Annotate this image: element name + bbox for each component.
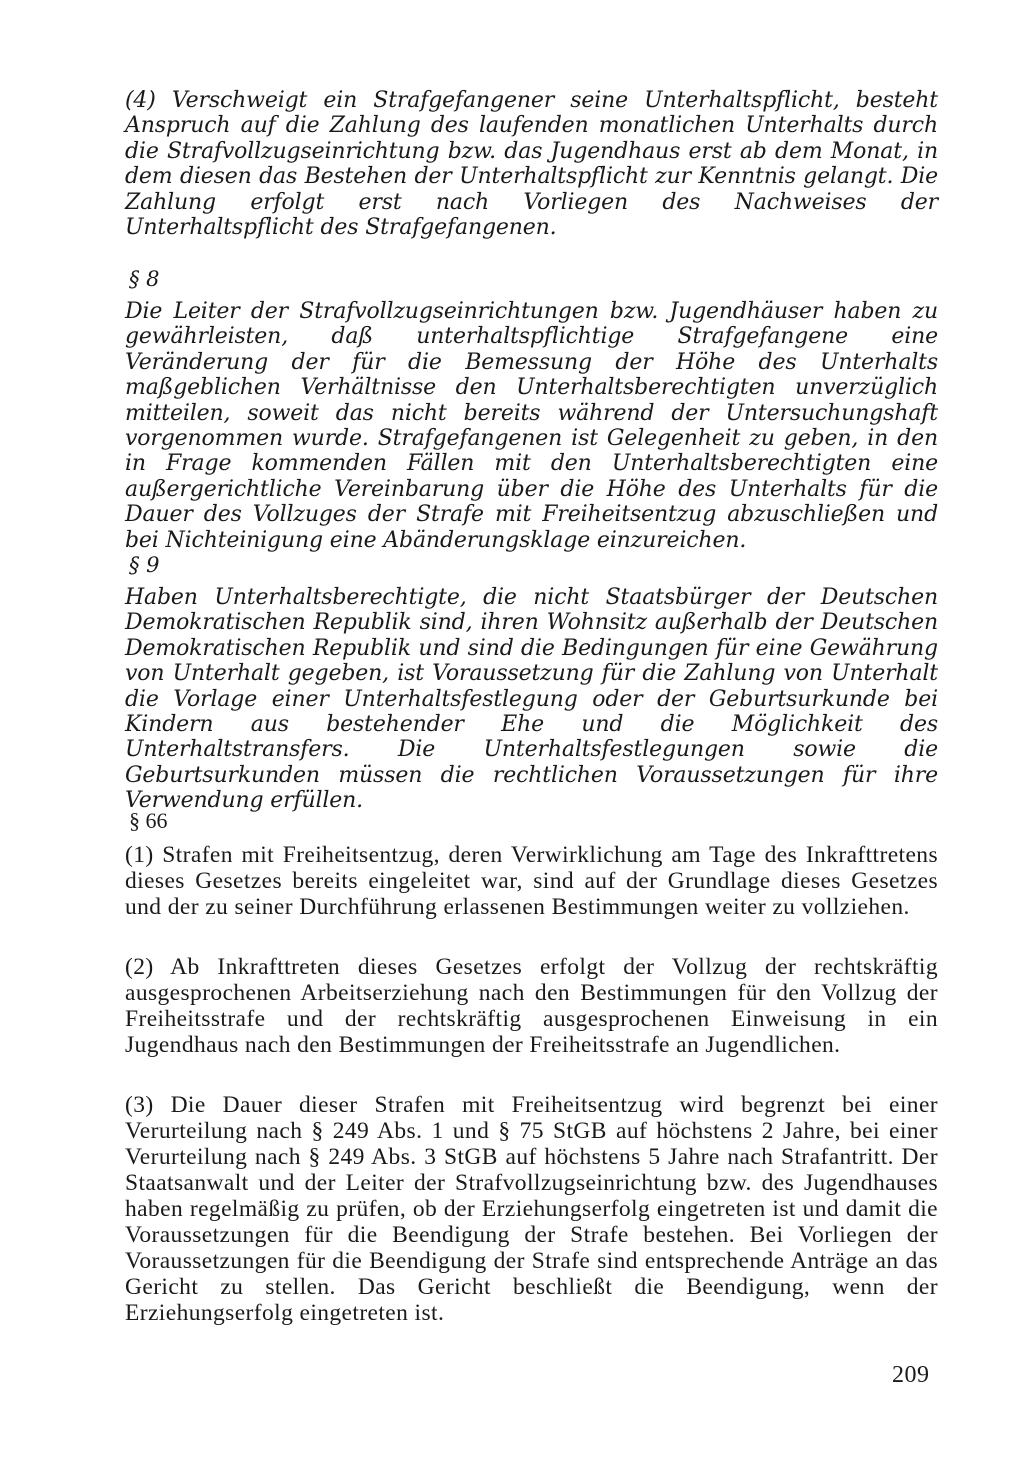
paragraph-4-unterhaltspflicht: (4) Verschweigt ein Strafgefangener seine Unterhaltspflicht, besteht Anspruch auf die Zahlung des laufenden monatlichen Unterhalts durch die Strafvollzugseinrichtung bzw. das Jugendhaus erst ab dem Monat, in dem diesen das Bestehen der Unterhaltspflicht zur Kenntnis gelangt. Die Zahlung erfolgt erst nach Vorliegen des Nachweises der Unterhaltspflicht des Strafgefangenen. bbox=[125, 88, 938, 241]
section-66-paragraph-3: (3) Die Dauer dieser Strafen mit Freiheitsentzug wird begrenzt bei einer Verurteilung nach § 249 Abs. 1 und § 75 StGB auf höchstens 2 Jahre, bei einer Verurteilung nach § 249 Abs. 3 StGB auf höchstens 5 Jahre nach Strafantritt. Der Staatsanwalt und der Leiter der Strafvollzugseinrichtung bzw. des Jugendhauses haben regelmäßig zu prüfen, ob der Erziehungserfolg eingetreten ist und damit die Voraussetzungen für die Beendigung der Strafe bestehen. Bei Vorliegen der Voraussetzungen für die Beendigung der Strafe sind entsprechende Anträge an das Gericht zu stellen. Das Gericht beschließt die Beendigung, wenn der Erziehungserfolg eingetreten ist. bbox=[125, 1092, 938, 1326]
section-66-heading: § 66 bbox=[129, 808, 168, 833]
section-8-text: Die Leiter der Strafvollzugseinrichtungen bzw. Jugendhäuser haben zu gewährleisten, daß unterhaltspflichtige Strafgefangene eine Veränderung der für die Bemessung der Höhe des Unterhalts maßgeblichen Verhältnisse den Unterhaltsberechtigten unverzüglich mitteilen, soweit das nicht bereits während der Untersuchungshaft vorgenommen wurde. Strafgefangenen ist Gelegenheit zu geben, in den in Frage kommenden Fällen mit den Unterhaltsberechtigten eine außergerichtliche Vereinbarung über die Höhe des Unterhalts für die Dauer des Vollzuges der Strafe mit Freiheitsentzug abzuschließen und bei Nichteinigung eine Abänderungsklage einzureichen. bbox=[125, 299, 938, 553]
page-number: 209 bbox=[892, 1362, 930, 1388]
section-8-heading: § 8 bbox=[129, 267, 160, 291]
section-66-paragraph-1: (1) Strafen mit Freiheitsentzug, deren Verwirklichung am Tage des Inkrafttretens dieses Gesetzes bereits eingeleitet war, sind auf der Grundlage dieses Gesetzes und der zu seiner Durchführung erlassenen Bestimmungen weiter zu vollziehen. bbox=[125, 842, 938, 920]
section-9-text: Haben Unterhaltsberechtigte, die nicht Staatsbürger der Deutschen Demokratischen Republik sind, ihren Wohnsitz außerhalb der Deutschen Demokratischen Republik und sind die Bedingungen für eine Gewährung von Unterhalt gegeben, ist Voraussetzung für die Zahlung von Unterhalt die Vorlage einer Unterhaltsfestlegung oder der Geburtsurkunde bei Kindern aus bestehender Ehe und die Möglichkeit des Unterhaltstransfers. Die Unterhaltsfestlegungen sowie die Geburtsurkunden müssen die rechtlichen Voraussetzungen für ihre Verwendung erfüllen. bbox=[125, 585, 938, 814]
section-9-heading: § 9 bbox=[129, 553, 160, 577]
section-66-paragraph-2: (2) Ab Inkrafttreten dieses Gesetzes erfolgt der Vollzug der rechtskräftig ausgesprochenen Arbeitserziehung nach den Bestimmungen für den Vollzug der Freiheitsstrafe und der rechtskräftig ausgesprochenen Einweisung in ein Jugendhaus nach den Bestimmungen der Freiheitsstrafe an Jugendlichen. bbox=[125, 954, 938, 1058]
